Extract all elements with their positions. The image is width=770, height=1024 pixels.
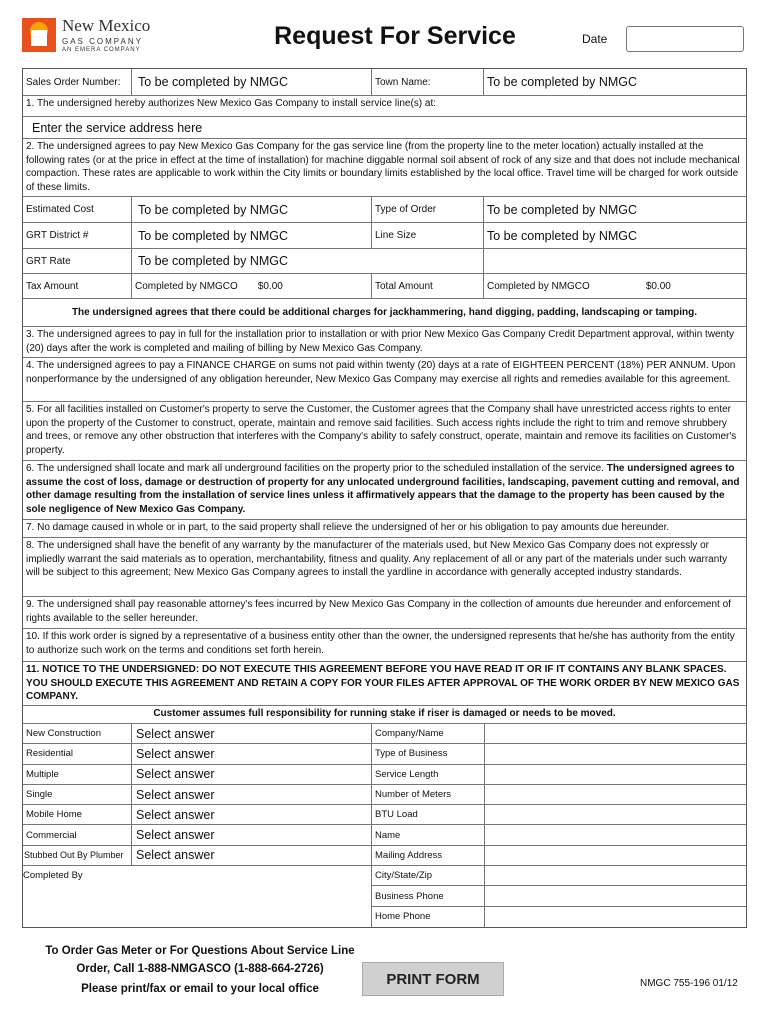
type-of-business-row	[372, 744, 746, 764]
estimated-cost-field[interactable]: To be completed by NMGC	[131, 197, 371, 222]
grt-district-row	[23, 223, 746, 249]
total-amount-field[interactable]	[483, 274, 746, 298]
grt-rate-blank	[483, 249, 746, 273]
type-of-order-field[interactable]: To be completed by NMGC	[483, 197, 746, 222]
number-of-meters-label: Number of Meters	[375, 789, 452, 801]
riser-notice: Customer assumes full responsibility for running stake if riser is damaged or needs to be moved.	[23, 706, 746, 724]
town-name-label: Town Name:	[371, 69, 483, 95]
total-completed-text: Completed by NMGCO	[487, 280, 590, 292]
home-phone-label: Home Phone	[375, 911, 431, 923]
date-label: Date	[582, 32, 608, 46]
page-title: Request For Service	[274, 22, 516, 50]
home-phone-row	[372, 907, 746, 927]
grt-rate-row	[23, 249, 746, 274]
field-label: Mobile Home	[26, 809, 82, 821]
line-size-field[interactable]: To be completed by NMGC	[483, 223, 746, 248]
type-of-business-label: Type of Business	[375, 748, 448, 760]
new-construction-select[interactable]: Select answer	[131, 724, 371, 743]
paragraph-6-text: 6. The undersigned shall locate and mark all underground facilities on the property prior to the scheduled installation of the service.	[26, 463, 607, 474]
paragraph-4: 4. The undersigned agrees to pay a FINANCE CHARGE on sums not paid within twenty (20) days at a rate of EIGHTEEN PERCENT (18%) PER ANNUM. Upon nonperformance by the undersigned of any obligation hereunder, New Mexico Gas Company may exercise all rights and remedies available for this agreement.	[23, 358, 746, 402]
mailing-address-field[interactable]	[484, 846, 746, 865]
paragraph-8: 8. The undersigned shall have the benefit of any warranty by the manufacturer of the materials used, but New Mexico Gas Company does not expressly or impliedly warrant the said materials as to operation, merchantability, fitness and quality. Any replacement of all or any part of the materials under such warranty will be subject to this agreement; New Mexico Gas Company agrees to install the yardline in accordance with generally accepted industry standards.	[23, 538, 746, 597]
btu-load-label: BTU Load	[375, 809, 418, 821]
field-row-single	[23, 785, 371, 805]
logo-gas-company: GAS COMPANY	[62, 37, 143, 46]
multiple-select[interactable]: Select answer	[131, 765, 371, 784]
town-name-field[interactable]: To be completed by NMGC	[483, 69, 746, 95]
field-row-residential	[23, 744, 371, 764]
paragraph-5: 5. For all facilities installed on Customer's property to serve the Customer, the Customer agrees that the Company shall have unrestricted access rights to enter upon the property of the Customer to construct, operate, maintain and remove said facilities. Such access rights include the right to trim and remove shrubbery and trees, or remove any other obstruction that interferes with the Company's ability to safely construct, operate, maintain and remove its facilities on Customer's property.	[23, 402, 746, 461]
home-phone-field[interactable]	[484, 907, 746, 927]
name-row	[372, 825, 746, 845]
completed-by-label: Completed By	[23, 870, 83, 882]
grt-rate-field[interactable]: To be completed by NMGC	[131, 249, 483, 273]
tax-completed-text: Completed by NMGCO	[135, 280, 238, 292]
tax-amount-field[interactable]	[131, 274, 371, 298]
field-label: Residential	[26, 748, 73, 760]
mobile-home-select[interactable]: Select answer	[131, 805, 371, 824]
additional-charges-notice: The undersigned agrees that there could be additional charges for jackhammering, hand digging, padding, landscaping or tamping.	[23, 299, 746, 327]
field-label: Multiple	[26, 768, 59, 780]
estimated-cost-row	[23, 197, 746, 223]
total-amount-label: Total Amount	[371, 274, 483, 298]
field-row-multiple	[23, 765, 371, 785]
service-request-form	[22, 68, 747, 928]
form-code: NMGC 755-196 01/12	[640, 978, 738, 989]
service-address-row	[23, 117, 746, 139]
contact-info	[40, 942, 360, 998]
field-label: New Construction	[26, 728, 101, 740]
service-address-field[interactable]: Enter the service address here	[32, 120, 203, 135]
business-phone-field[interactable]	[484, 886, 746, 905]
city-state-zip-label: City/State/Zip	[375, 870, 433, 882]
paragraph-6	[23, 461, 746, 520]
city-state-zip-row	[372, 866, 746, 886]
mailing-address-row	[372, 846, 746, 866]
paragraph-3: 3. The undersigned agrees to pay in full for the installation prior to installation or with prior New Mexico Gas Company Credit Department approval, within twenty (20) days after the work is completed and mailing of billing by New Mexico Gas Company.	[23, 327, 746, 358]
customer-info-column	[371, 724, 746, 927]
residential-select[interactable]: Select answer	[131, 744, 371, 763]
number-of-meters-field[interactable]	[484, 785, 746, 804]
total-amount-value: $0.00	[645, 280, 671, 292]
tax-amount-value: $0.00	[257, 280, 283, 292]
grt-rate-label: GRT Rate	[26, 255, 71, 267]
number-of-meters-row	[372, 785, 746, 805]
stubbed-out-select[interactable]: Select answer	[131, 846, 371, 865]
commercial-select[interactable]: Select answer	[131, 825, 371, 844]
contact-line-1: To Order Gas Meter or For Questions About Service Line	[45, 945, 355, 957]
service-length-label: Service Length	[375, 768, 439, 780]
installation-type-column	[23, 724, 371, 926]
estimated-cost-label: Estimated Cost	[26, 204, 94, 215]
contact-line-2: Order, Call 1-888-NMGASCO (1-888-664-2726)	[76, 963, 324, 975]
paragraph-10: 10. If this work order is signed by a representative of a business entity other than the owner, the undersigned represents that he/she has authority from the entity to authorize such work on the terms and conditions set forth herein.	[23, 629, 746, 662]
mailing-address-label: Mailing Address	[375, 849, 443, 861]
sales-order-row	[23, 69, 746, 96]
paragraph-2: 2. The undersigned agrees to pay New Mexico Gas Company for the gas service line (from the property line to the meter location) actually installed at the following rates (or at the price in effect at the time of installation) for machine diggable normal soil absent of rock of any size and that does not include mechanical compaction. These rates are applicable to work within the City limits or boundary limits established by the local office. Travel time will be charged for work outside of these limits.	[23, 139, 746, 197]
paragraph-11-notice: 11. NOTICE TO THE UNDERSIGNED: DO NOT EXECUTE THIS AGREEMENT BEFORE YOU HAVE READ IT OR IF IT CONTAINS ANY BLANK SPACES. YOU SHOULD EXECUTE THIS AGREEMENT AND RETAIN A COPY FOR YOUR FILES AFTER APPROVAL OF THE WORK ORDER BY NEW MEXICO GAS COMPANY.	[23, 662, 746, 706]
paragraph-9: 9. The undersigned shall pay reasonable attorney's fees incurred by New Mexico Gas Company in the collection of amounts due hereunder and enforcement of rights available to the seller hereunder.	[23, 597, 746, 629]
paragraph-1: 1. The undersigned hereby authorizes New Mexico Gas Company to install service line(s) at:	[23, 96, 746, 117]
city-state-zip-field[interactable]	[484, 866, 746, 885]
field-label: Commercial	[26, 829, 77, 841]
field-label: Single	[26, 789, 53, 801]
single-select[interactable]: Select answer	[131, 785, 371, 804]
print-form-button[interactable]: PRINT FORM	[362, 962, 504, 996]
business-phone-label: Business Phone	[375, 890, 444, 902]
field-row-stubbed-out	[23, 846, 371, 866]
name-field[interactable]	[484, 825, 746, 844]
new-mexico-sun-icon	[22, 18, 56, 52]
sales-order-label: Sales Order Number:	[26, 76, 121, 88]
field-row-new-construction	[23, 724, 371, 744]
type-of-order-label: Type of Order	[371, 197, 483, 222]
service-length-row	[372, 765, 746, 785]
btu-load-row	[372, 805, 746, 825]
field-label: Stubbed Out By Plumber	[24, 850, 124, 861]
paragraph-7: 7. No damage caused in whole or in part, to the said property shall relieve the undersigned of her or his obligation to pay amounts due hereunder.	[23, 520, 746, 538]
grt-district-label: GRT District #	[26, 230, 89, 241]
tax-amount-row	[23, 274, 746, 299]
contact-line-3: Please print/fax or email to your local office	[81, 983, 319, 995]
paragraph-6-bold-text: The undersigned agrees to assume the cost of loss, damage or destruction of property for any unlocated underground facilities, landscaping, pavement cutting and removal, and other damage resulting from the installation of service lines unless it affirmatively appears that the damage to the property has been caused by the sole negligence of New Mexico Gas Company.	[26, 463, 740, 516]
company-name-field[interactable]	[484, 724, 746, 743]
company-name-row	[372, 724, 746, 744]
btu-load-field[interactable]	[484, 805, 746, 824]
field-row-commercial	[23, 825, 371, 845]
service-length-field[interactable]	[484, 765, 746, 784]
tax-amount-label: Tax Amount	[26, 280, 79, 292]
logo-subtitle: AN EMERA COMPANY	[62, 47, 141, 53]
name-label: Name	[375, 829, 401, 841]
logo-name: New Mexico	[62, 16, 151, 35]
line-size-label: Line Size	[371, 223, 483, 248]
grt-district-field[interactable]: To be completed by NMGC	[131, 223, 371, 248]
business-phone-row	[372, 886, 746, 906]
completed-by-block	[23, 866, 371, 926]
field-row-mobile-home	[23, 805, 371, 825]
date-field[interactable]	[626, 26, 744, 52]
customer-details-grid	[23, 724, 746, 927]
sales-order-field[interactable]: To be completed by NMGC	[131, 69, 371, 95]
company-name-label: Company/Name	[375, 728, 444, 740]
type-of-business-field[interactable]	[484, 744, 746, 763]
company-logo	[22, 16, 152, 58]
